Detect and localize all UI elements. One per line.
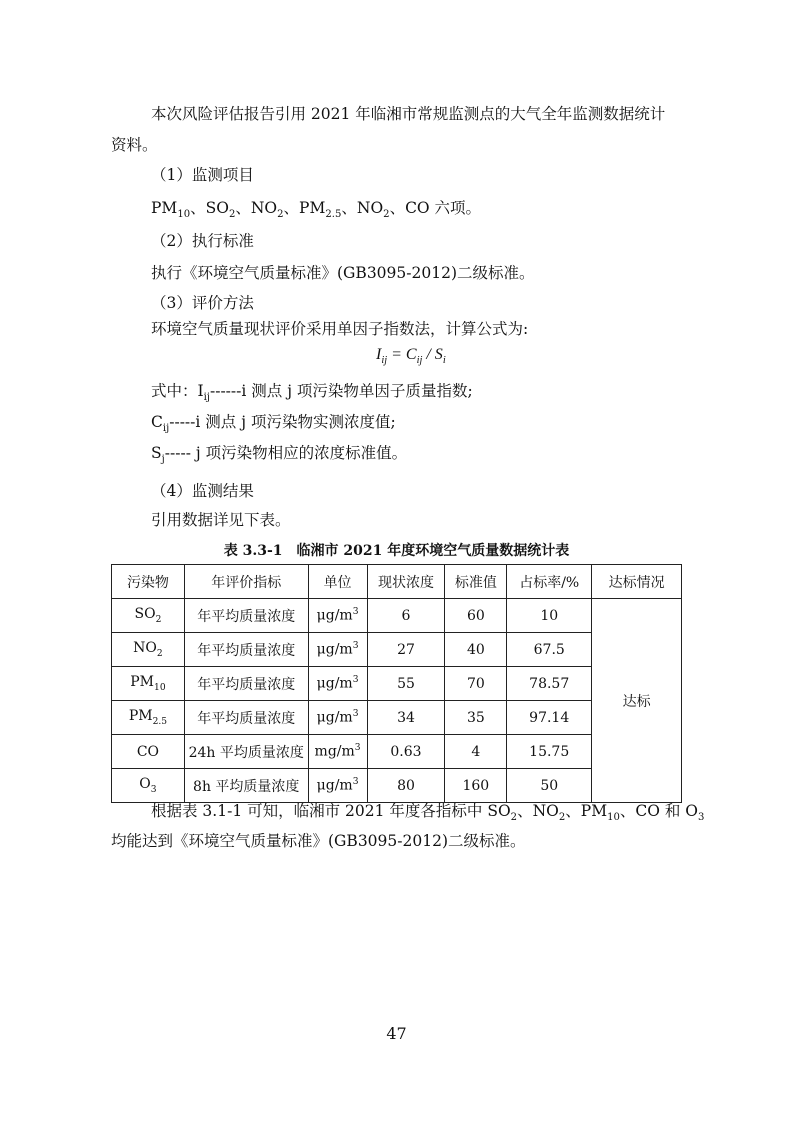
ratio-cell: 10 [507, 599, 592, 633]
results-text: 引用数据详见下表。 [151, 511, 291, 529]
unit-cell: $\mu g/m^3$ [308, 599, 367, 633]
standard-value-cell: 35 [445, 701, 507, 735]
pollutant-cell: $O_3$ [112, 769, 185, 803]
definition-i: 式中：$I_{ij}------i$ 测点 j 项污染物单因子质量指数; [151, 382, 473, 404]
indicator-cell: 24h 平均质量浓度 [184, 735, 308, 769]
table-header-cell: 标准值 [445, 565, 507, 599]
definition-c: $C_{ij}-----i$ 测点 j 项污染物实测浓度值; [151, 413, 396, 435]
section-heading-results: （4）监测结果 [151, 482, 254, 500]
air-quality-table [111, 564, 682, 803]
ratio-cell: 50 [507, 769, 592, 803]
conclusion-paragraph: 根据表 3.1-1 可知，临湘市 2021 年度各指标中 $SO_2$、$NO_2$、$PM_{10}$、CO 和 $O_3$ [151, 802, 705, 824]
unit-cell: $mg/m^3$ [308, 735, 367, 769]
table-header-cell: 现状浓度 [367, 565, 445, 599]
pollutant-cell: $PM_{2.5}$ [112, 701, 185, 735]
unit-cell: $\mu g/m^3$ [308, 769, 367, 803]
indicator-cell: 8h 平均质量浓度 [184, 769, 308, 803]
ratio-cell: 67.5 [507, 633, 592, 667]
standard-value-cell: 160 [445, 769, 507, 803]
table-header-cell: 年评价指标 [184, 565, 308, 599]
formula: $I_{ij} = C_{ij} / S_i$ [376, 346, 446, 367]
indicator-cell: 年平均质量浓度 [184, 633, 308, 667]
current-concentration-cell: 27 [367, 633, 445, 667]
pollutant-cell: CO [112, 735, 185, 769]
standard-value-cell: 40 [445, 633, 507, 667]
section-heading-monitoring-items: （1）监测项目 [151, 166, 254, 184]
standard-value-cell: 70 [445, 667, 507, 701]
intro-paragraph-continuation: 资料。 [111, 136, 158, 154]
current-concentration-cell: 80 [367, 769, 445, 803]
standard-value-cell: 60 [445, 599, 507, 633]
indicator-cell: 年平均质量浓度 [184, 667, 308, 701]
conclusion-continuation: 均能达到《环境空气质量标准》(GB3095-2012)二级标准。 [111, 832, 526, 850]
section-heading-standard: （2）执行标准 [151, 232, 254, 250]
intro-paragraph: 本次风险评估报告引用 2021 年临湘市常规监测点的大气全年监测数据统计 [151, 105, 666, 123]
standard-text: 执行《环境空气质量标准》(GB3095-2012)二级标准。 [151, 264, 535, 282]
table-header-row [112, 565, 682, 599]
table-row [112, 599, 682, 633]
table-header-cell: 达标情况 [592, 565, 682, 599]
table-header-cell: 单位 [308, 565, 367, 599]
ratio-cell: 15.75 [507, 735, 592, 769]
definition-s: $S_j-----$ j 项污染物相应的浓度标准值。 [151, 444, 408, 466]
table-header-cell: 污染物 [112, 565, 185, 599]
indicator-cell: 年平均质量浓度 [184, 701, 308, 735]
ratio-cell: 78.57 [507, 667, 592, 701]
indicator-cell: 年平均质量浓度 [184, 599, 308, 633]
unit-cell: $\mu g/m^3$ [308, 633, 367, 667]
section-heading-method: （3）评价方法 [151, 294, 254, 312]
ratio-cell: 97.14 [507, 701, 592, 735]
table-caption: 表 3.3-1 临湘市 2021 年度环境空气质量数据统计表 [223, 543, 570, 559]
compliance-status-cell: 达标 [592, 599, 682, 803]
current-concentration-cell: 6 [367, 599, 445, 633]
unit-cell: $\mu g/m^3$ [308, 701, 367, 735]
current-concentration-cell: 34 [367, 701, 445, 735]
current-concentration-cell: 0.63 [367, 735, 445, 769]
pollutant-cell: $PM_{10}$ [112, 667, 185, 701]
pollutant-cell: $SO_2$ [112, 599, 185, 633]
table-header-cell: 占标率/% [507, 565, 592, 599]
monitoring-items-list: $PM_{10}$、$SO_2$、$NO_2$、$PM_{2.5}$、$NO_2$、CO 六项。 [151, 199, 482, 221]
pollutant-cell: $NO_2$ [112, 633, 185, 667]
current-concentration-cell: 55 [367, 667, 445, 701]
method-text: 环境空气质量现状评价采用单因子指数法，计算公式为: [151, 320, 529, 338]
unit-cell: $\mu g/m^3$ [308, 667, 367, 701]
standard-value-cell: 4 [445, 735, 507, 769]
page-number: 47 [386, 1024, 407, 1043]
